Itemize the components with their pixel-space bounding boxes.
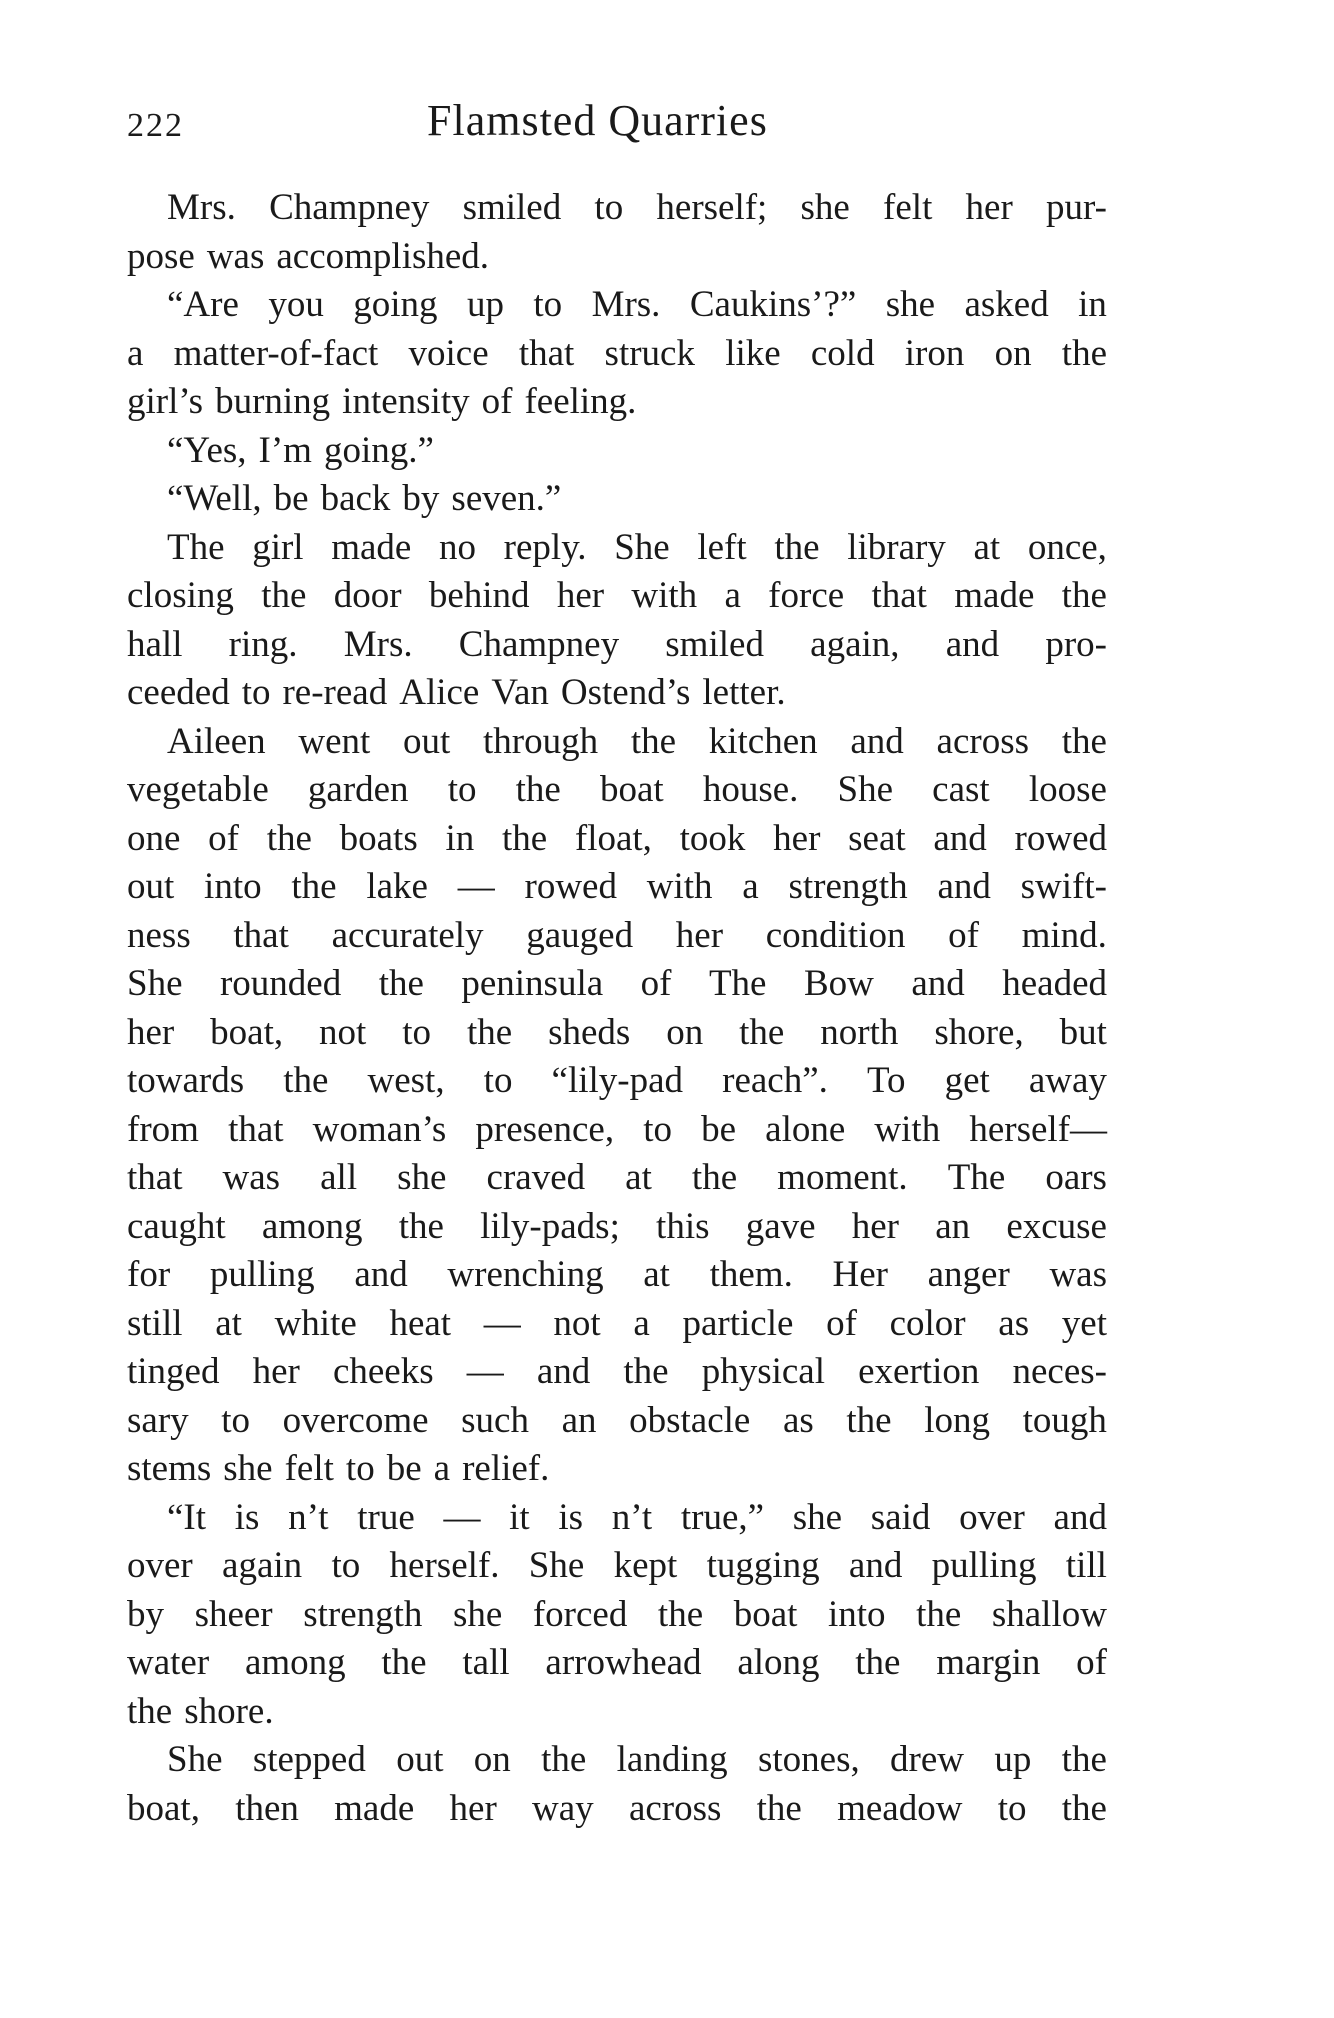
text-line: “It is n’t true — it is n’t true,” she said over and <box>167 1496 1107 1538</box>
text-line: boat, then made her way across the meadow to the <box>127 1787 1107 1829</box>
text-line: a matter-of-fact voice that struck like cold iron on the <box>127 332 1107 374</box>
text-line: pose was accomplished. <box>127 235 490 277</box>
body-text <box>127 184 1107 1833</box>
text-line: tinged her cheeks — and the physical exertion neces- <box>127 1351 1107 1392</box>
running-title: Flamsted Quarries <box>427 96 768 145</box>
text-line: from that woman’s presence, to be alone with herself— <box>127 1108 1107 1150</box>
text-line: water among the tall arrowhead along the margin of <box>127 1642 1107 1683</box>
text-line: one of the boats in the float, took her seat and rowed <box>127 817 1107 859</box>
text-line: closing the door behind her with a force that made the <box>127 575 1107 616</box>
page-number: 222 <box>127 107 184 144</box>
text-line: girl’s burning intensity of feeling. <box>127 381 637 422</box>
text-line: ness that accurately gauged her condition of mind. <box>127 914 1107 956</box>
text-line: the shore. <box>127 1690 274 1732</box>
text-line: The girl made no reply. She left the library at once, <box>167 526 1107 568</box>
text-line: “Are you going up to Mrs. Caukins’?” she asked in <box>167 284 1107 325</box>
text-line: by sheer strength she forced the boat into the shallow <box>127 1593 1107 1635</box>
text-line: ceeded to re-read Alice Van Ostend’s letter. <box>127 672 786 713</box>
text-line: caught among the lily-pads; this gave her an excuse <box>127 1205 1107 1247</box>
text-line: still at white heat — not a particle of color as yet <box>127 1302 1107 1344</box>
text-line: vegetable garden to the boat house. She cast loose <box>127 769 1107 810</box>
text-line: hall ring. Mrs. Champney smiled again, and pro- <box>127 623 1107 665</box>
text-line: sary to overcome such an obstacle as the long tough <box>127 1399 1107 1441</box>
text-line: Mrs. Champney smiled to herself; she felt her pur- <box>167 187 1107 228</box>
text-line: “Well, be back by seven.” <box>167 478 562 519</box>
text-line: for pulling and wrenching at them. Her anger was <box>127 1254 1107 1295</box>
page-header <box>127 95 1127 165</box>
text-line: over again to herself. She kept tugging and pulling till <box>127 1545 1107 1586</box>
text-line: She rounded the peninsula of The Bow and headed <box>127 963 1107 1004</box>
text-line: towards the west, to “lily-pad reach”. To get away <box>127 1060 1107 1101</box>
text-line: her boat, not to the sheds on the north shore, but <box>127 1011 1107 1053</box>
text-line: She stepped out on the landing stones, drew up the <box>167 1739 1107 1780</box>
text-line: out into the lake — rowed with a strength and swift- <box>127 866 1107 907</box>
text-line: stems she felt to be a relief. <box>127 1448 550 1489</box>
text-line: Aileen went out through the kitchen and across the <box>167 720 1107 762</box>
text-line: “Yes, I’m going.” <box>167 429 434 471</box>
text-line: that was all she craved at the moment. The oars <box>127 1157 1107 1198</box>
